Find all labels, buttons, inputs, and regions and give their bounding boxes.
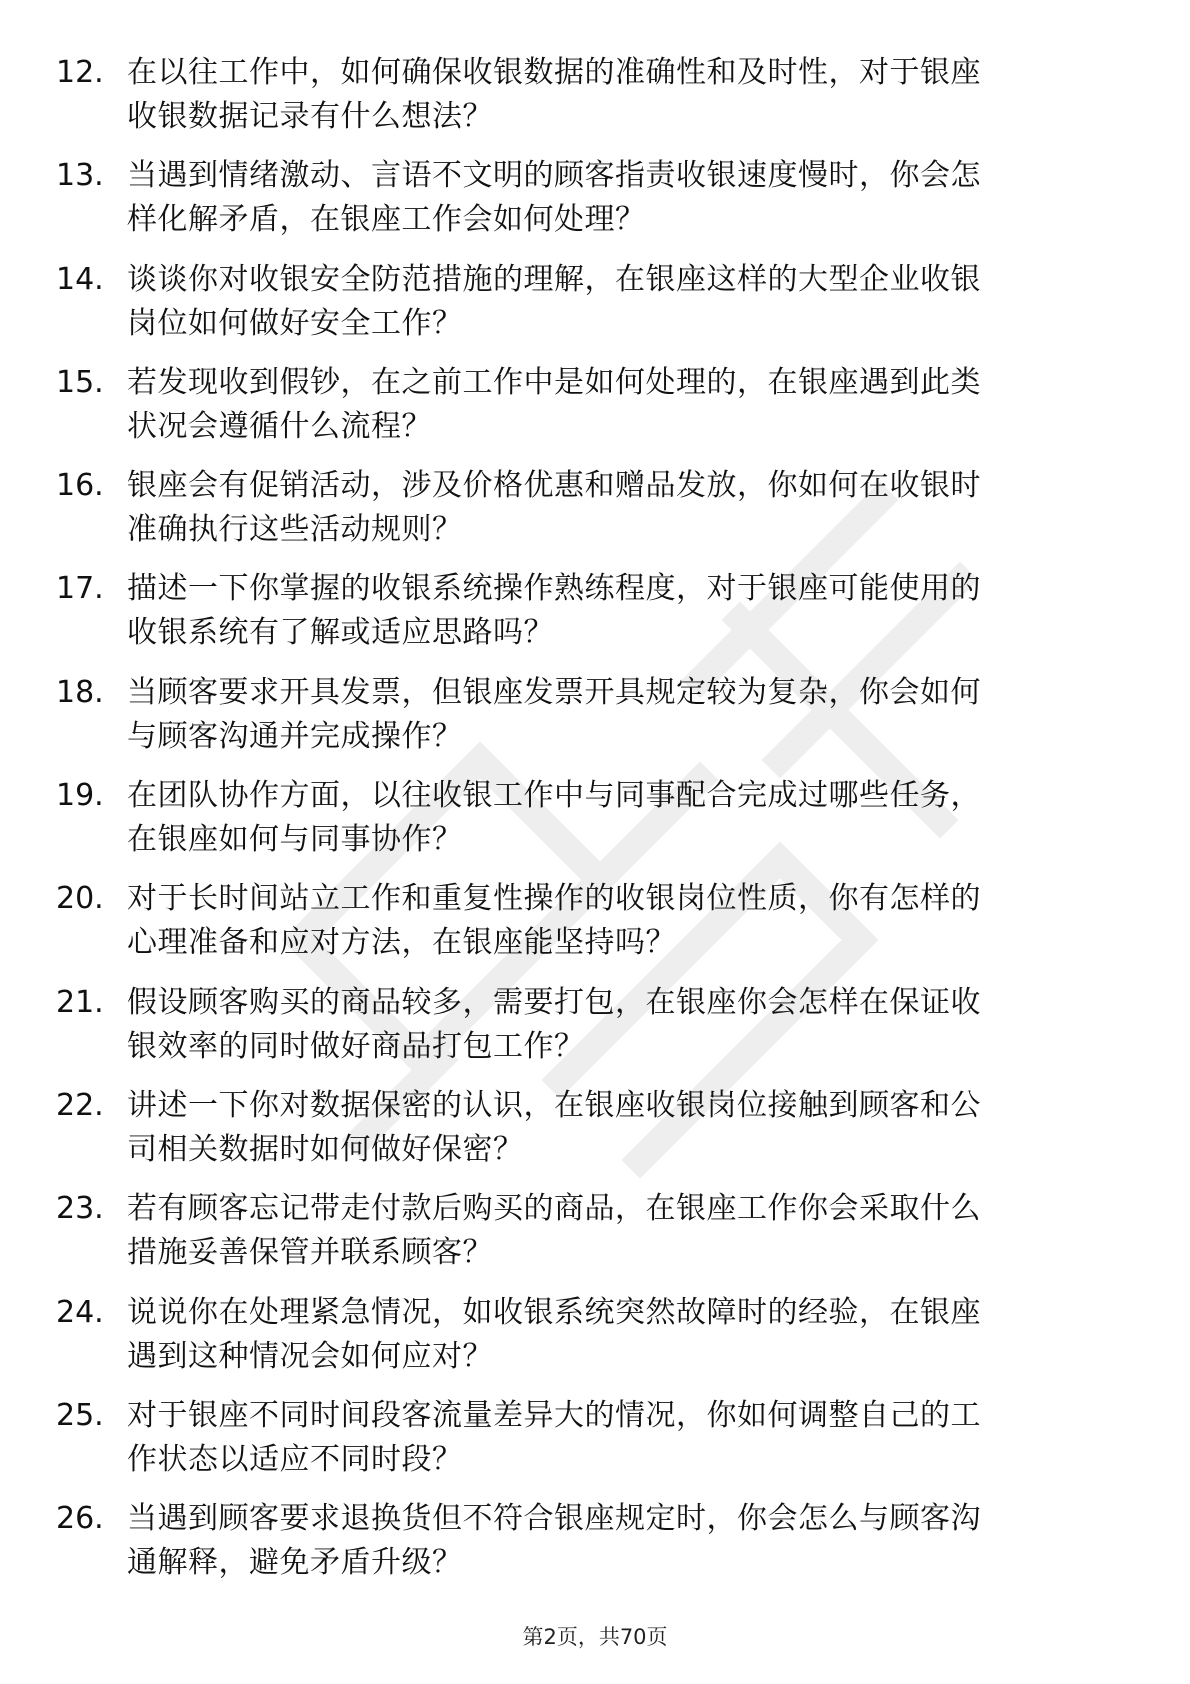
question-line: 银效率的同时做好商品打包工作？ <box>127 1028 585 1064</box>
question-text <box>127 361 1127 449</box>
question-item-22 <box>0 1080 1190 1183</box>
question-text <box>127 1291 1127 1379</box>
question-line: 准确执行这些活动规则？ <box>127 512 463 548</box>
question-line: 对于银座不同时间段客流量差异大的情况，你如何调整自己的工 <box>127 1397 981 1433</box>
question-text <box>127 464 1127 552</box>
question-number: 21. <box>56 984 104 1020</box>
question-line: 与顾客沟通并完成操作？ <box>127 718 463 754</box>
question-item-21 <box>0 977 1190 1080</box>
question-line: 讲述一下你对数据保密的认识，在银座收银岗位接触到顾客和公 <box>127 1087 981 1123</box>
question-item-14 <box>0 254 1190 357</box>
question-line: 说说你在处理紧急情况，如收银系统突然故障时的经验，在银座 <box>127 1294 981 1330</box>
question-line: 假设顾客购买的商品较多，需要打包，在银座你会怎样在保证收 <box>127 984 981 1020</box>
question-line: 当遇到情绪激动、言语不文明的顾客指责收银速度慢时，你会怎 <box>127 158 981 194</box>
question-number: 15. <box>56 364 104 400</box>
question-text <box>127 154 1127 242</box>
question-item-13 <box>0 150 1190 253</box>
question-item-20 <box>0 873 1190 976</box>
question-item-12 <box>0 47 1190 150</box>
question-text <box>127 774 1127 862</box>
question-list <box>0 47 1190 1596</box>
question-number: 19. <box>56 778 104 814</box>
question-line: 措施妥善保管并联系顾客？ <box>127 1235 493 1271</box>
question-item-16 <box>0 460 1190 563</box>
question-number: 26. <box>56 1501 104 1537</box>
question-number: 17. <box>56 571 104 607</box>
question-line: 样化解矛盾，在银座工作会如何处理？ <box>127 202 646 238</box>
question-number: 18. <box>56 674 104 710</box>
question-item-17 <box>0 563 1190 666</box>
question-item-26 <box>0 1493 1190 1596</box>
question-number: 25. <box>56 1397 104 1433</box>
question-line: 当顾客要求开具发票，但银座发票开具规定较为复杂，你会如何 <box>127 674 981 710</box>
question-line: 心理准备和应对方法，在银座能坚持吗？ <box>127 925 676 961</box>
question-line: 描述一下你掌握的收银系统操作熟练程度，对于银座可能使用的 <box>127 571 981 607</box>
question-line: 状况会遵循什么流程？ <box>127 408 432 444</box>
question-item-19 <box>0 770 1190 873</box>
question-line: 收银系统有了解或适应思路吗？ <box>127 615 554 651</box>
question-line: 银座会有促销活动，涉及价格优惠和赠品发放，你如何在收银时 <box>127 468 981 504</box>
question-line: 在以往工作中，如何确保收银数据的准确性和及时性，对于银座 <box>127 55 981 90</box>
question-line: 岗位如何做好安全工作？ <box>127 305 463 341</box>
question-number: 16. <box>56 468 104 504</box>
question-text <box>127 1497 1127 1585</box>
question-text <box>127 1187 1127 1275</box>
question-text <box>127 981 1127 1069</box>
question-number: 23. <box>56 1191 104 1227</box>
question-line: 作状态以适应不同时段？ <box>127 1441 463 1477</box>
question-line: 若发现收到假钞，在之前工作中是如何处理的，在银座遇到此类 <box>127 364 981 400</box>
question-line: 在团队协作方面，以往收银工作中与同事配合完成过哪些任务， <box>127 778 981 814</box>
question-line: 在银座如何与同事协作？ <box>127 822 463 858</box>
question-number: 22. <box>56 1087 104 1123</box>
question-line: 遇到这种情况会如何应对？ <box>127 1338 493 1374</box>
page-number-text: 第2页，共70页 <box>522 1625 668 1649</box>
question-line: 若有顾客忘记带走付款后购买的商品，在银座工作你会采取什么 <box>127 1191 981 1227</box>
question-number: 13. <box>56 158 104 194</box>
question-line: 当遇到顾客要求退换货但不符合银座规定时，你会怎么与顾客沟 <box>127 1501 981 1537</box>
question-line: 通解释，避免矛盾升级？ <box>127 1545 463 1581</box>
question-text <box>127 51 1127 139</box>
question-number: 14. <box>56 261 104 297</box>
question-number: 12. <box>56 55 104 90</box>
question-number: 24. <box>56 1294 104 1330</box>
question-text <box>127 1394 1127 1482</box>
question-item-18 <box>0 667 1190 770</box>
question-item-24 <box>0 1287 1190 1390</box>
question-text <box>127 877 1127 965</box>
question-number: 20. <box>56 881 104 917</box>
question-text <box>127 1084 1127 1172</box>
question-line: 对于长时间站立工作和重复性操作的收银岗位性质，你有怎样的 <box>127 881 981 917</box>
question-text <box>127 671 1127 759</box>
question-text <box>127 258 1127 346</box>
question-line: 司相关数据时如何做好保密？ <box>127 1131 524 1167</box>
question-text <box>127 567 1127 655</box>
question-line: 谈谈你对收银安全防范措施的理解，在银座这样的大型企业收银 <box>127 261 981 297</box>
question-line: 收银数据记录有什么想法？ <box>127 99 493 134</box>
question-item-25 <box>0 1390 1190 1493</box>
question-item-15 <box>0 357 1190 460</box>
page-footer <box>0 1622 1190 1652</box>
question-item-23 <box>0 1183 1190 1286</box>
